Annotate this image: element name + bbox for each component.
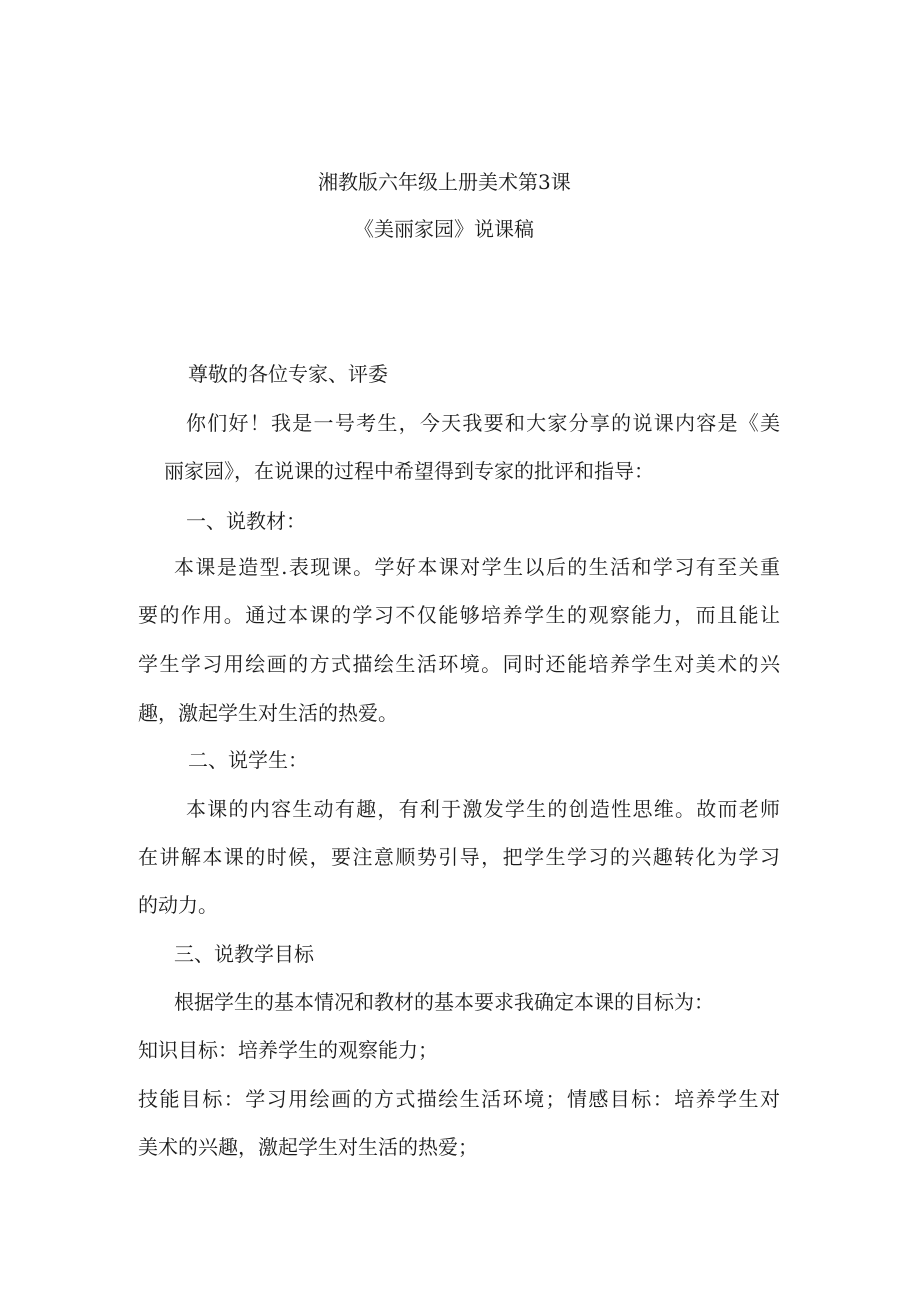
intro-line: 你们好！我是一号考生，今天我要和大家分享的说课内容是《美 xyxy=(186,411,780,435)
section-body-line: 技能目标：学习用绘画的方式描绘生活环境；情感目标：培养学生对 xyxy=(138,1087,780,1111)
section-body-line: 根据学生的基本情况和教材的基本要求我确定本课的目标为： xyxy=(174,990,714,1014)
section-body-line: 本课是造型.表现课。学好本课对学生以后的生活和学习有至关重 xyxy=(174,555,780,579)
section-body-line: 在讲解本课的时候，要注意顺势引导，把学生学习的兴趣转化为学习 xyxy=(138,845,780,869)
section-body-line: 要的作用。通过本课的学习不仅能够培养学生的观察能力，而且能让 xyxy=(138,603,780,627)
document-subtitle: 《美丽家园》说课稿 xyxy=(354,217,534,241)
section-body-line: 美术的兴趣，激起学生对生活的热爱； xyxy=(138,1135,478,1159)
greeting: 尊敬的各位专家、评委 xyxy=(188,362,388,386)
section-body-line: 的动力。 xyxy=(138,893,218,917)
section-heading: 一、说教材： xyxy=(186,509,306,533)
section-body-line: 学生学习用绘画的方式描绘生活环境。同时还能培养学生对美术的兴 xyxy=(138,652,780,676)
document-title: 湘教版六年级上册美术第3课 xyxy=(318,170,571,194)
section-body-line: 知识目标：培养学生的观察能力； xyxy=(138,1038,438,1062)
section-heading: 二、说学生： xyxy=(188,748,308,772)
section-body-line: 本课的内容生动有趣，有利于激发学生的创造性思维。故而老师 xyxy=(186,797,780,821)
section-heading: 三、说教学目标 xyxy=(174,942,314,966)
intro-line: 丽家园》，在说课的过程中希望得到专家的批评和指导： xyxy=(164,459,654,483)
section-body-line: 趣，激起学生对生活的热爱。 xyxy=(138,701,398,725)
